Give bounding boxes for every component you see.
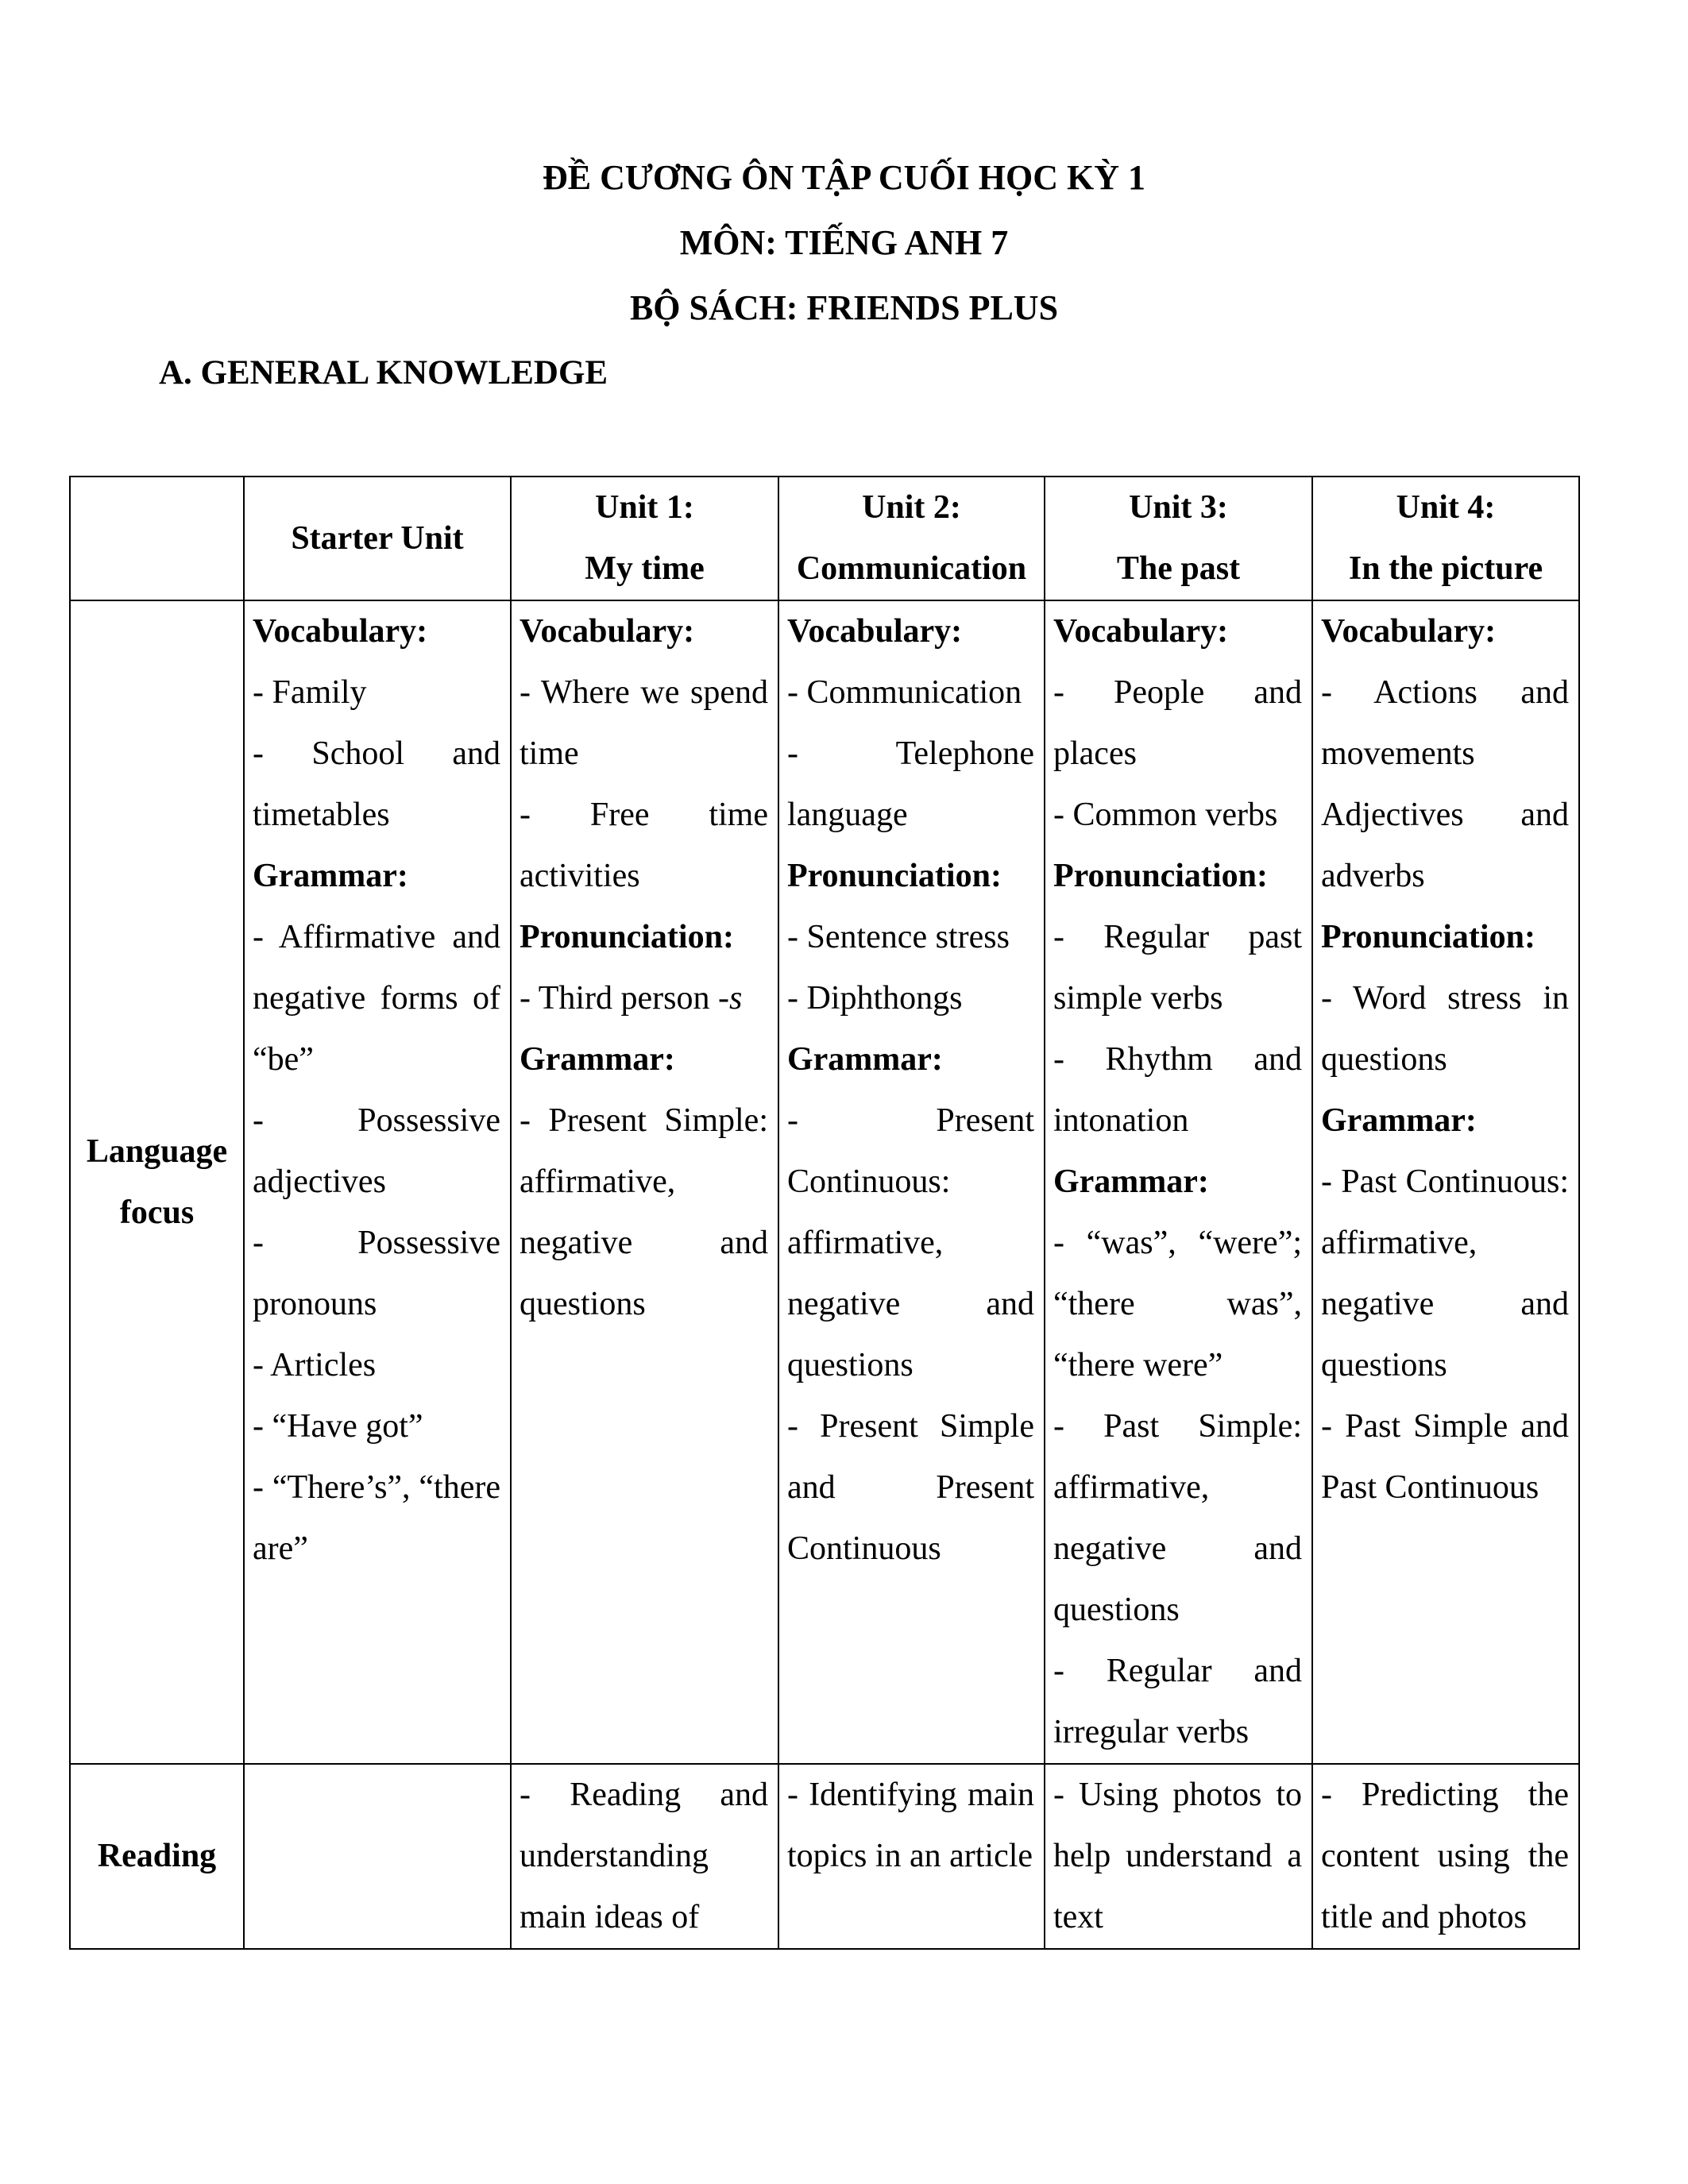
- cell-subheading: [1321, 601, 1569, 662]
- row-label-cell: [70, 600, 244, 1764]
- cell-text: - Predicting the content using the title and photos: [1321, 1777, 1569, 1935]
- cell-item: [1053, 785, 1302, 846]
- cell-subheading: [253, 846, 500, 907]
- header-unit-title: My time: [585, 550, 705, 587]
- header-unit-number: Unit 2:: [862, 489, 961, 526]
- cell-item: [253, 1090, 500, 1213]
- header-unit-number: Unit 4:: [1396, 489, 1496, 526]
- cell-text: Pronunciation:: [520, 919, 734, 955]
- content-cell: [1312, 1764, 1579, 1949]
- cell-text: - Telephone language: [787, 735, 1034, 833]
- header-unit-number: Unit 3:: [1129, 489, 1228, 526]
- table-row: [70, 600, 1579, 1764]
- content-cell: [244, 1764, 511, 1949]
- cell-text: - Possessive adjectives: [253, 1102, 500, 1200]
- cell-item: [787, 1090, 1034, 1396]
- cell-subheading: [1321, 1090, 1569, 1152]
- content-cell: [1045, 600, 1312, 1764]
- cell-subheading: [787, 1029, 1034, 1090]
- content-cell: [244, 600, 511, 1764]
- header-unit-number: Unit 1:: [595, 489, 694, 526]
- cell-text: Grammar:: [787, 1041, 943, 1078]
- cell-text: Grammar:: [253, 858, 408, 894]
- cell-item: [253, 907, 500, 1090]
- cell-item: [253, 723, 500, 846]
- header-starter-unit: [244, 477, 511, 600]
- cell-italic-suffix: -s: [718, 980, 743, 1017]
- header-unit-title: In the picture: [1348, 550, 1543, 587]
- cell-text: - Where we spend time: [520, 674, 768, 772]
- general-knowledge-table: [69, 476, 1580, 1950]
- header-unit-1: [511, 477, 778, 600]
- cell-subheading: [787, 601, 1034, 662]
- content-cell: [1045, 1764, 1312, 1949]
- cell-text: - Articles: [253, 1347, 377, 1383]
- cell-text: Grammar:: [520, 1041, 675, 1078]
- table-row: [70, 1764, 1579, 1949]
- cell-text: Vocabulary:: [1053, 613, 1229, 650]
- cell-subheading: [253, 601, 500, 662]
- cell-text: Pronunciation:: [1053, 858, 1268, 894]
- cell-subheading: [1321, 907, 1569, 968]
- content-cell: [511, 1764, 778, 1949]
- cell-text: Vocabulary:: [520, 613, 695, 650]
- cell-text: - Diphthongs: [787, 980, 963, 1017]
- cell-item: [520, 662, 768, 785]
- cell-subheading: [1053, 846, 1302, 907]
- cell-text: - Regular past simple verbs: [1053, 919, 1302, 1017]
- header-unit-3: [1045, 477, 1312, 600]
- row-label: focus: [119, 1194, 195, 1231]
- cell-text: - Present Continuous: affirmative, negative and questions: [787, 1102, 1034, 1383]
- cell-subheading: [1053, 601, 1302, 662]
- cell-text: - Reading and understanding main ideas of: [520, 1777, 768, 1935]
- content-cell: [511, 600, 778, 1764]
- doc-title: ĐỀ CƯƠNG ÔN TẬP CUỐI HỌC KỲ 1: [542, 158, 1146, 197]
- cell-item: [1321, 1396, 1569, 1518]
- cell-text: - Present Simple: affirmative, negative and questions: [520, 1102, 768, 1322]
- content-cell: [778, 1764, 1045, 1949]
- cell-text: - Past Simple: affirmative, negative and questions: [1053, 1408, 1302, 1628]
- cell-text: - School and timetables: [253, 735, 500, 833]
- cell-text: Vocabulary:: [1321, 613, 1497, 650]
- cell-text: - Present Simple and Present Continuous: [787, 1408, 1034, 1567]
- cell-item: [520, 968, 768, 1029]
- cell-item: [1053, 1213, 1302, 1396]
- cell-text: Vocabulary:: [253, 613, 428, 650]
- cell-subheading: [520, 601, 768, 662]
- cell-text: Grammar:: [1053, 1163, 1209, 1200]
- cell-item: [253, 1457, 500, 1580]
- cell-text: - Rhythm and intonation: [1053, 1041, 1302, 1139]
- row-label: Reading: [97, 1838, 217, 1874]
- cell-text: - Identifying main topics in an article: [787, 1777, 1034, 1874]
- cell-item: [1321, 662, 1569, 907]
- cell-text: - Communication: [787, 674, 1022, 711]
- cell-text: - Possessive pronouns: [253, 1225, 500, 1322]
- cell-text: - Common verbs: [1053, 797, 1278, 833]
- cell-text: - People and places: [1053, 674, 1302, 772]
- cell-subheading: [1053, 1152, 1302, 1213]
- content-cell: [1312, 600, 1579, 1764]
- cell-item: [520, 1090, 768, 1335]
- row-label: Language: [86, 1133, 228, 1170]
- cell-subheading: [787, 846, 1034, 907]
- table-header-row: [70, 477, 1579, 600]
- cell-item: [787, 907, 1034, 968]
- cell-item: [520, 785, 768, 907]
- cell-item: [253, 1396, 500, 1457]
- cell-item: [253, 1335, 500, 1396]
- doc-textbook: BỘ SÁCH: FRIENDS PLUS: [629, 288, 1059, 327]
- cell-item: [253, 1213, 500, 1335]
- header-label: Starter Unit: [291, 519, 464, 557]
- content-cell: [778, 600, 1045, 1764]
- cell-text: - Using photos to help understand a text: [1053, 1777, 1302, 1935]
- cell-text: - Family: [253, 674, 367, 711]
- header-unit-2: [778, 477, 1045, 600]
- header-unit-4: [1312, 477, 1579, 600]
- cell-item: [787, 662, 1034, 723]
- cell-item: [787, 1396, 1034, 1580]
- cell-subheading: [520, 907, 768, 968]
- cell-text: - Regular and irregular verbs: [1053, 1653, 1302, 1750]
- cell-item: [1321, 1765, 1569, 1948]
- cell-item: [787, 1765, 1034, 1887]
- cell-item: [1053, 1765, 1302, 1948]
- cell-text: - “was”, “were”; “there was”, “there were”: [1053, 1225, 1302, 1383]
- corner-cell: [70, 477, 244, 600]
- cell-text: - Actions and movements Adjectives and adverbs: [1321, 674, 1569, 894]
- cell-text: - “Have got”: [253, 1408, 423, 1445]
- cell-text: - Past Simple and Past Continuous: [1321, 1408, 1569, 1506]
- cell-text: - Third person: [520, 980, 719, 1017]
- header-unit-title: Communication: [796, 550, 1027, 587]
- section-heading: A. GENERAL KNOWLEDGE: [159, 354, 608, 392]
- cell-subheading: [520, 1029, 768, 1090]
- cell-item: [787, 968, 1034, 1029]
- cell-text: - Word stress in questions: [1321, 980, 1569, 1078]
- cell-text: - Sentence stress: [787, 919, 1010, 955]
- cell-text: - Free time activities: [520, 797, 768, 894]
- cell-item: [1053, 662, 1302, 785]
- cell-item: [1053, 907, 1302, 1029]
- cell-text: Pronunciation:: [787, 858, 1002, 894]
- cell-item: [1053, 1029, 1302, 1152]
- cell-text: Grammar:: [1321, 1102, 1477, 1139]
- cell-text: - Affirmative and negative forms of “be”: [253, 919, 500, 1078]
- header-unit-title: The past: [1116, 550, 1241, 587]
- cell-item: [1053, 1396, 1302, 1641]
- cell-item: [1321, 968, 1569, 1090]
- cell-text: Vocabulary:: [787, 613, 963, 650]
- cell-item: [787, 723, 1034, 846]
- doc-subject: MÔN: TIẾNG ANH 7: [679, 223, 1009, 262]
- cell-item: [1053, 1641, 1302, 1763]
- cell-text: Pronunciation:: [1321, 919, 1535, 955]
- cell-text: - “There’s”, “there are”: [253, 1469, 500, 1567]
- cell-item: [520, 1765, 768, 1948]
- cell-item: [253, 662, 500, 723]
- cell-item: [1321, 1152, 1569, 1396]
- cell-text: - Past Continuous: affirmative, negative and questions: [1321, 1163, 1569, 1383]
- row-label-cell: [70, 1764, 244, 1949]
